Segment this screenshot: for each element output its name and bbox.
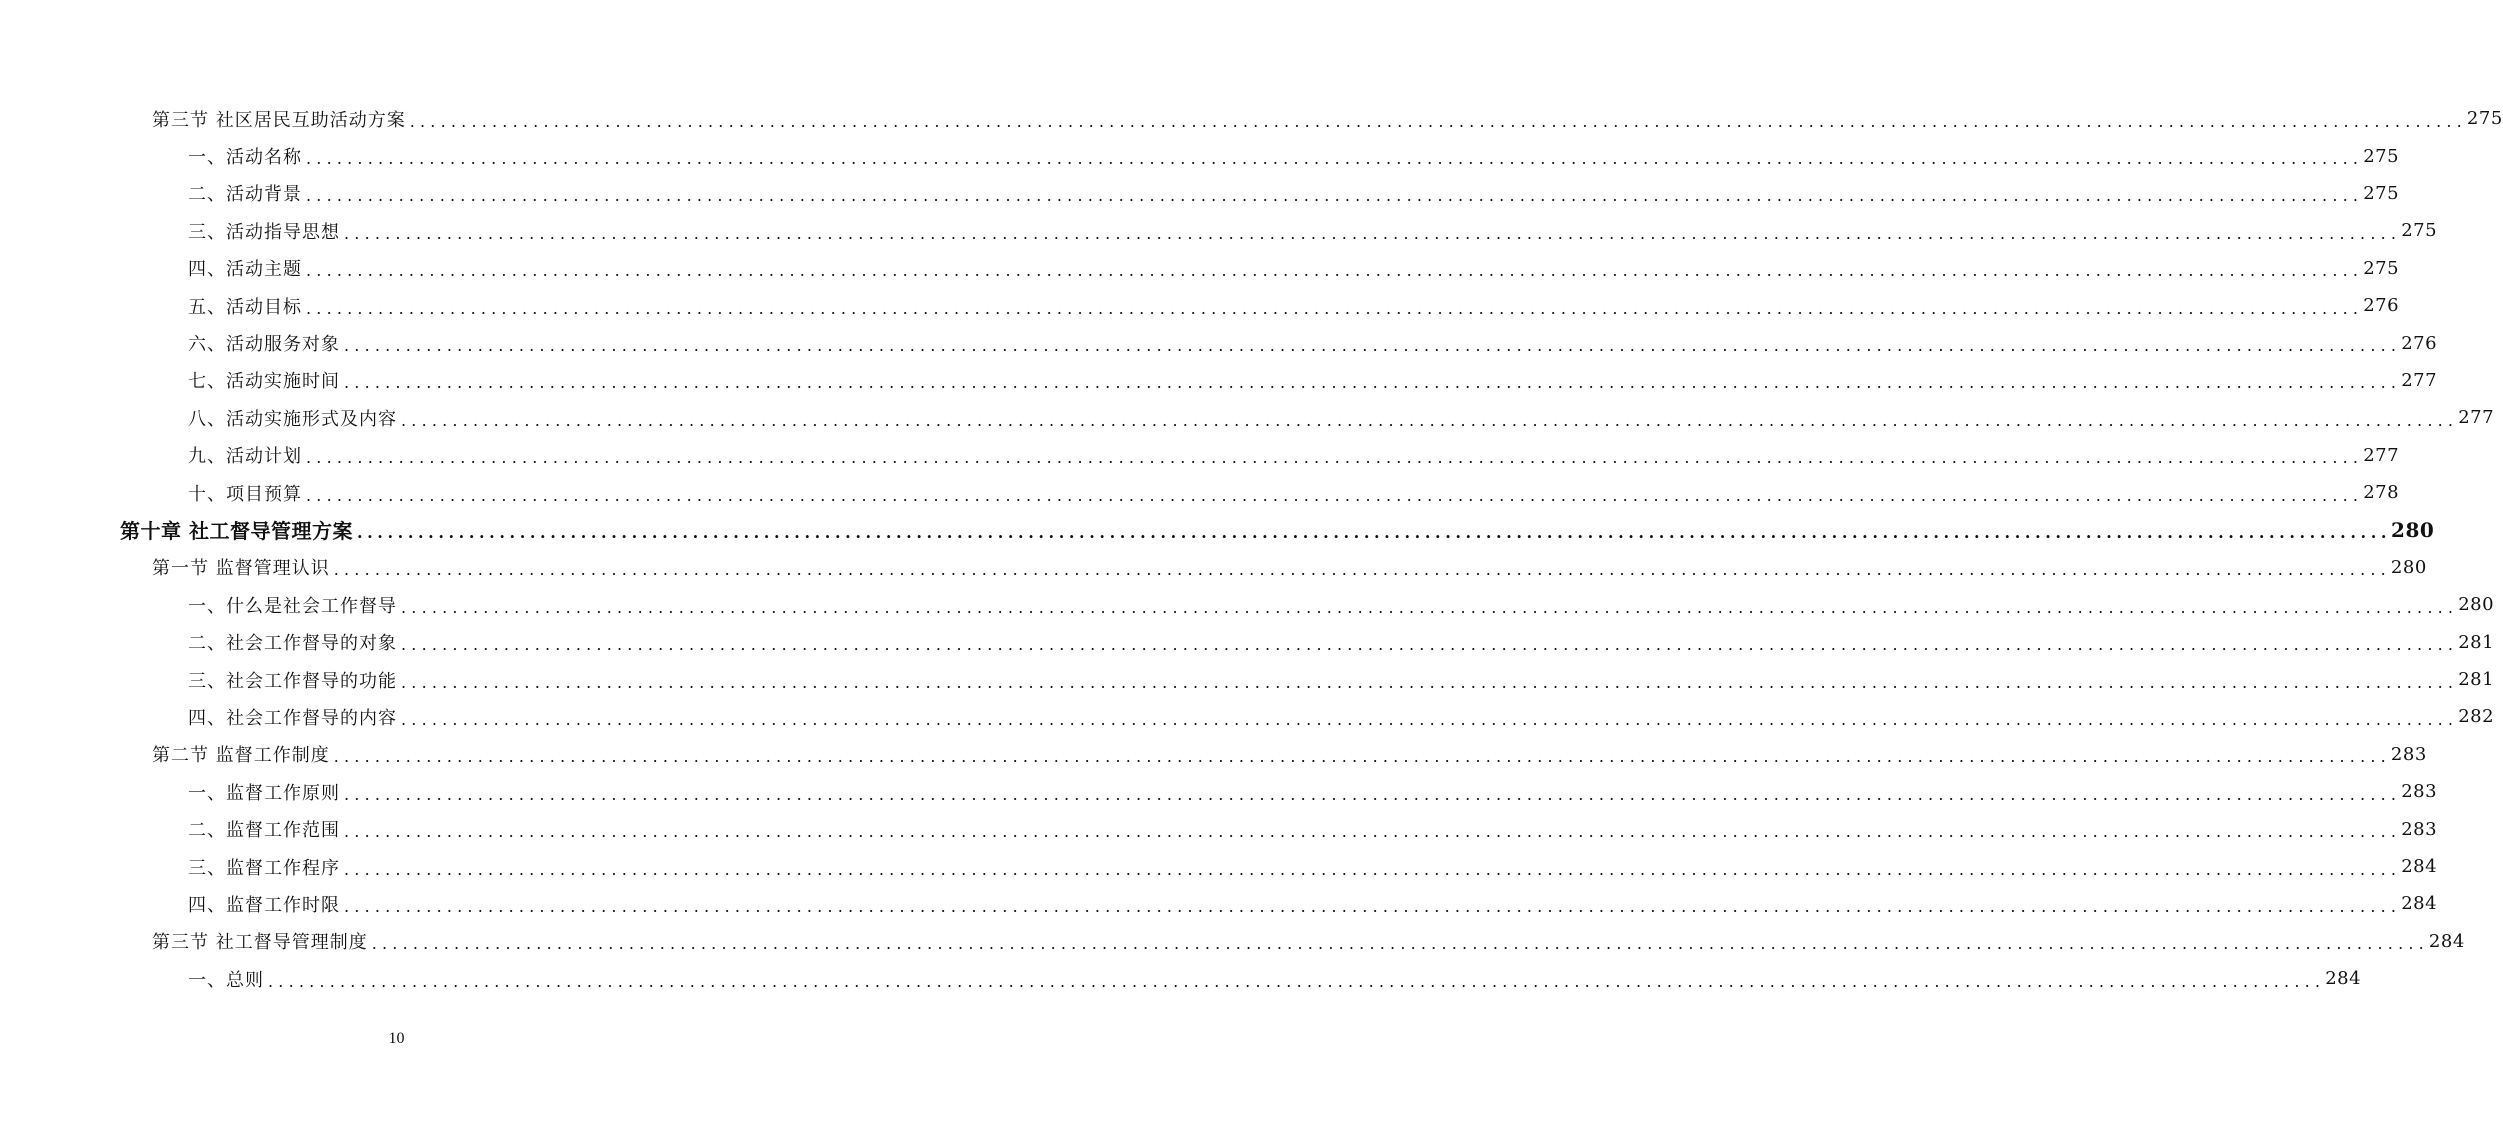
toc-entry-title: 十、项目预算	[188, 480, 306, 506]
toc-entry-page-number: 276	[2401, 332, 2438, 354]
toc-leader-dots: ........................................................................................................................................................................................................	[409, 111, 2467, 131]
toc-entry-page-number: 280	[2390, 556, 2427, 578]
toc-entry-title: 第三节 社区居民互助活动方案	[152, 106, 410, 132]
toc-leader-dots: ........................................................................................................................................................................................................	[306, 261, 2364, 281]
toc-entry-title: 四、活动主题	[188, 255, 306, 281]
toc-entry-page-number: 278	[2363, 482, 2400, 504]
toc-entry-title: 三、活动指导思想	[188, 218, 344, 244]
toc-leader-dots: ........................................................................................................................................................................................................	[306, 485, 2364, 505]
toc-entry-title: 第二节 监督工作制度	[152, 741, 334, 767]
toc-entry-item[interactable]	[0, 698, 2495, 735]
toc-entry-title: 四、监督工作时限	[188, 891, 344, 917]
toc-entry-item[interactable]	[0, 661, 2495, 698]
toc-entry-item[interactable]	[0, 810, 2438, 847]
toc-entry-item[interactable]	[0, 848, 2438, 885]
toc-entry-page-number: 275	[2363, 182, 2400, 204]
toc-entry-chapter[interactable]	[0, 511, 2435, 548]
toc-entry-title: 一、活动名称	[188, 143, 306, 169]
toc-entry-title: 七、活动实施时间	[188, 367, 344, 393]
toc-entry-item[interactable]	[0, 399, 2495, 436]
toc-entry-item[interactable]	[0, 960, 2362, 997]
toc-entry-title: 第十章 社工督导管理方案	[120, 515, 357, 544]
toc-entry-title: 九、活动计划	[188, 442, 306, 468]
toc-entry-item[interactable]	[0, 324, 2438, 361]
toc-entry-item[interactable]	[0, 212, 2438, 249]
toc-leader-dots: ........................................................................................................................................................................................................	[401, 635, 2459, 655]
toc-leader-dots: ........................................................................................................................................................................................................	[344, 223, 2402, 243]
toc-entry-title: 五、活动目标	[188, 293, 306, 319]
toc-entry-page-number: 283	[2401, 781, 2438, 803]
toc-entry-page-number: 283	[2390, 743, 2427, 765]
toc-entry-title: 四、社会工作督导的内容	[188, 704, 401, 730]
toc-entry-section[interactable]	[0, 549, 2427, 586]
toc-entry-page-number: 277	[2458, 407, 2495, 429]
toc-entry-title: 八、活动实施形式及内容	[188, 405, 401, 431]
toc-entry-title: 三、监督工作程序	[188, 854, 344, 880]
toc-entry-title: 三、社会工作督导的功能	[188, 667, 401, 693]
toc-entry-title: 第一节 监督管理认识	[152, 554, 334, 580]
toc-entry-item[interactable]	[0, 137, 2400, 174]
toc-leader-dots: ........................................................................................................................................................................................................	[401, 672, 2459, 692]
toc-leader-dots: ........................................................................................................................................................................................................	[401, 410, 2459, 430]
toc-entry-title: 二、监督工作范围	[188, 816, 344, 842]
toc-leader-dots: ........................................................................................................................................................................................................	[306, 149, 2364, 169]
toc-leader-dots: ........................................................................................................................................................................................................	[306, 448, 2364, 468]
toc-entry-section[interactable]	[0, 100, 2503, 137]
toc-entry-item[interactable]	[0, 885, 2438, 922]
toc-entry-page-number: 277	[2363, 444, 2400, 466]
toc-entry-item[interactable]	[0, 773, 2438, 810]
toc-entry-item[interactable]	[0, 437, 2400, 474]
toc-entry-title: 二、社会工作督导的对象	[188, 629, 401, 655]
toc-leader-dots: ........................................................................................................................................................................................................	[344, 373, 2402, 393]
toc-entry-page-number: 275	[2466, 108, 2503, 130]
toc-entry-item[interactable]	[0, 250, 2400, 287]
toc-entry-title: 一、总则	[188, 966, 268, 992]
toc-entry-page-number: 284	[2401, 893, 2438, 915]
toc-entry-page-number: 277	[2401, 369, 2438, 391]
toc-leader-dots: ........................................................................................................................................................................................................	[333, 747, 2391, 767]
toc-entry-page-number: 282	[2458, 706, 2495, 728]
toc-entry-page-number: 284	[2325, 968, 2362, 990]
toc-leader-dots: ........................................................................................................................................................................................................	[344, 896, 2402, 916]
toc-entry-page-number: 281	[2458, 631, 2495, 653]
toc-leader-dots: ........................................................................................................................................................................................................	[356, 522, 2392, 542]
toc-entry-page-number: 276	[2363, 295, 2400, 317]
toc-entry-title: 第三节 社工督导管理制度	[152, 928, 372, 954]
toc-entry-page-number: 275	[2401, 220, 2438, 242]
toc-entry-page-number: 280	[2391, 517, 2435, 542]
toc-leader-dots: ........................................................................................................................................................................................................	[306, 186, 2364, 206]
toc-entry-item[interactable]	[0, 474, 2400, 511]
toc-leader-dots: ........................................................................................................................................................................................................	[401, 597, 2459, 617]
toc-entry-title: 二、活动背景	[188, 180, 306, 206]
toc-entry-page-number: 280	[2458, 594, 2495, 616]
toc-entry-title: 一、监督工作原则	[188, 779, 344, 805]
toc-entry-item[interactable]	[0, 586, 2495, 623]
toc-entry-item[interactable]	[0, 287, 2400, 324]
toc-leader-dots: ........................................................................................................................................................................................................	[344, 336, 2402, 356]
toc-leader-dots: ........................................................................................................................................................................................................	[401, 709, 2459, 729]
toc-entry-item[interactable]	[0, 362, 2438, 399]
page-number: 10	[388, 1030, 405, 1047]
toc-leader-dots: ........................................................................................................................................................................................................	[344, 822, 2402, 842]
toc-entry-page-number: 283	[2401, 818, 2438, 840]
toc-entry-title: 一、什么是社会工作督导	[188, 592, 401, 618]
toc-entry-page-number: 275	[2363, 145, 2400, 167]
table-of-contents	[0, 100, 2503, 997]
toc-leader-dots: ........................................................................................................................................................................................................	[268, 971, 2326, 991]
toc-entry-title: 六、活动服务对象	[188, 330, 344, 356]
toc-entry-section[interactable]	[0, 736, 2427, 773]
toc-leader-dots: ........................................................................................................................................................................................................	[306, 298, 2364, 318]
toc-leader-dots: ........................................................................................................................................................................................................	[344, 859, 2402, 879]
toc-leader-dots: ........................................................................................................................................................................................................	[333, 560, 2391, 580]
toc-entry-page-number: 284	[2401, 856, 2438, 877]
toc-entry-item[interactable]	[0, 175, 2400, 212]
toc-entry-page-number: 281	[2458, 669, 2495, 691]
toc-entry-page-number: 275	[2363, 257, 2400, 279]
toc-leader-dots: ........................................................................................................................................................................................................	[344, 784, 2402, 804]
toc-entry-item[interactable]	[0, 623, 2495, 660]
toc-entry-section[interactable]	[0, 923, 2465, 960]
toc-entry-page-number: 284	[2428, 930, 2465, 952]
toc-leader-dots: ........................................................................................................................................................................................................	[371, 934, 2429, 954]
